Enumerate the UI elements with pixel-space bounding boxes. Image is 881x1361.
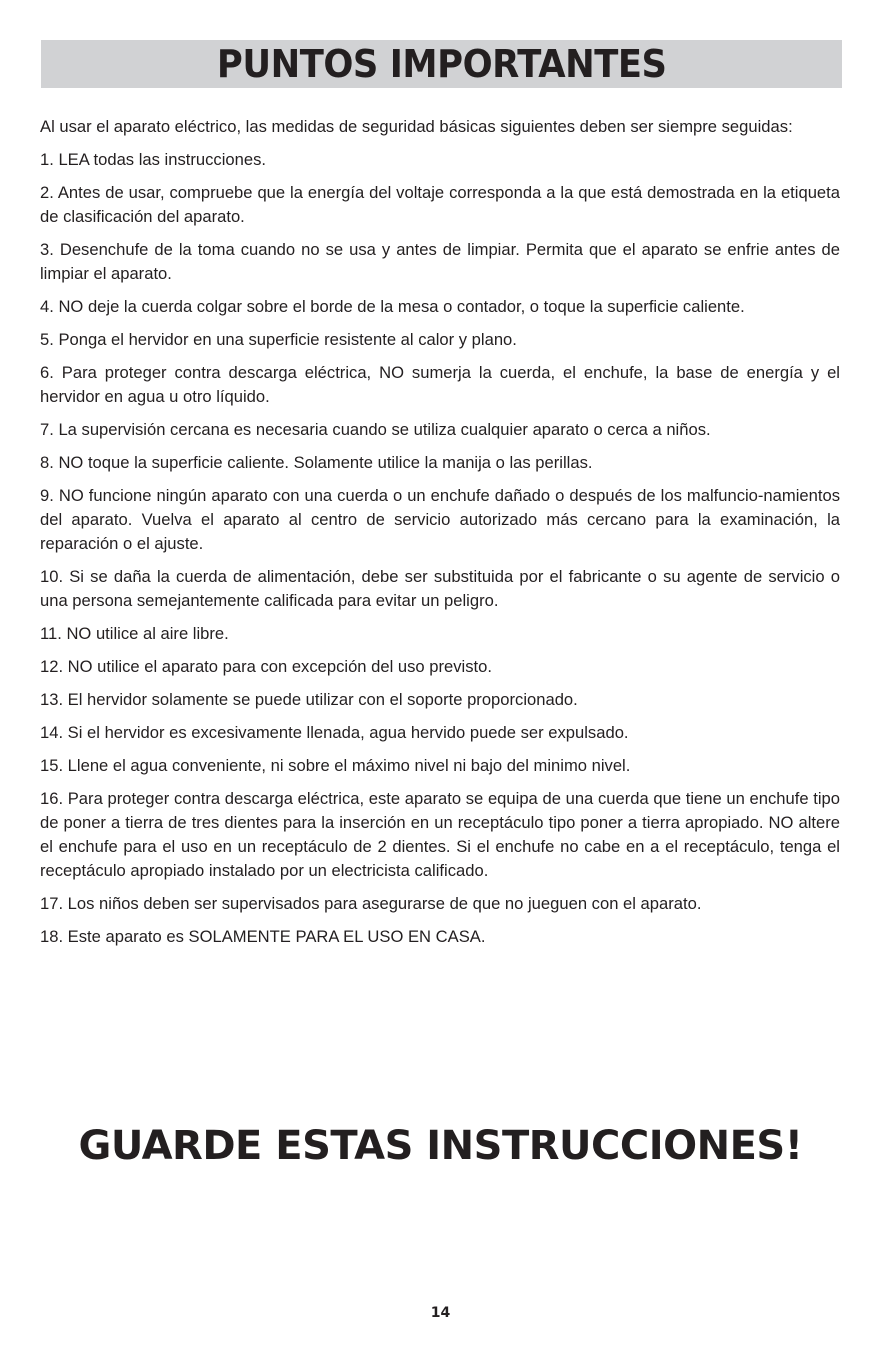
- instruction-item-14: 14. Si el hervidor es excesivamente llenada, agua hervido puede ser expulsado.: [40, 723, 629, 742]
- instruction-item-2: 2. Antes de usar, compruebe que la energía del voltaje corresponda a la que está demostrada en la etiqueta de clasificación del aparato.: [40, 183, 840, 226]
- instruction-item-5: 5. Ponga el hervidor en una superficie resistente al calor y plano.: [40, 330, 517, 349]
- closing-heading: GUARDE ESTAS INSTRUCCIONES!: [78, 1123, 803, 1169]
- instruction-item-10: 10. Si se daña la cuerda de alimentación, debe ser substituida por el fabricante o su agente de servicio o una persona semejantemente calificada para evitar un peligro.: [40, 567, 840, 610]
- instruction-item-17: 17. Los niños deben ser supervisados para asegurarse de que no jueguen con el aparato.: [40, 894, 702, 913]
- instruction-item-18: 18. Este aparato es SOLAMENTE PARA EL USO EN CASA.: [40, 927, 486, 946]
- instruction-item-7: 7. La supervisión cercana es necesaria cuando se utiliza cualquier aparato o cerca a niños.: [40, 420, 711, 439]
- instruction-item-1: 1. LEA todas las instrucciones.: [40, 150, 266, 169]
- instruction-item-3: 3. Desenchufe de la toma cuando no se usa y antes de limpiar. Permita que el aparato se enfrie antes de limpiar el aparato.: [40, 240, 840, 283]
- instruction-item-15: 15. Llene el agua conveniente, ni sobre el máximo nivel ni bajo del minimo nivel.: [40, 756, 631, 775]
- page-title: PUNTOS IMPORTANTES: [216, 42, 667, 86]
- instruction-item-11: 11. NO utilice al aire libre.: [40, 624, 229, 643]
- instructions-body: [40, 115, 840, 958]
- header-bar: [41, 40, 842, 88]
- intro-paragraph: Al usar el aparato eléctrico, las medidas de seguridad básicas siguientes deben ser siempre seguidas:: [40, 117, 793, 136]
- instruction-item-8: 8. NO toque la superficie caliente. Solamente utilice la manija o las perillas.: [40, 453, 593, 472]
- instruction-item-9: 9. NO funcione ningún aparato con una cuerda o un enchufe dañado o después de los malfuncio-namientos del aparato. Vuelva el aparato al centro de servicio autorizado más cercano para la examinación, la reparación o el ajuste.: [40, 486, 840, 553]
- instruction-item-12: 12. NO utilice el aparato para con excepción del uso previsto.: [40, 657, 492, 676]
- instruction-item-16: 16. Para proteger contra descarga eléctrica, este aparato se equipa de una cuerda que tiene un enchufe tipo de poner a tierra de tres dientes para la inserción en un receptáculo tipo poner a tierra apropiado. NO altere el enchufe para el uso en un receptáculo de 2 dientes. Si el enchufe no cabe en a el receptáculo, tenga el receptáculo apropiado instalado por un electricista calificado.: [40, 789, 840, 880]
- instruction-item-4: 4. NO deje la cuerda colgar sobre el borde de la mesa o contador, o toque la superficie caliente.: [40, 297, 745, 316]
- instruction-item-13: 13. El hervidor solamente se puede utilizar con el soporte proporcionado.: [40, 690, 578, 709]
- instruction-item-6: 6. Para proteger contra descarga eléctrica, NO sumerja la cuerda, el enchufe, la base de energía y el hervidor en agua u otro líquido.: [40, 363, 840, 406]
- page-number: 14: [430, 1305, 451, 1321]
